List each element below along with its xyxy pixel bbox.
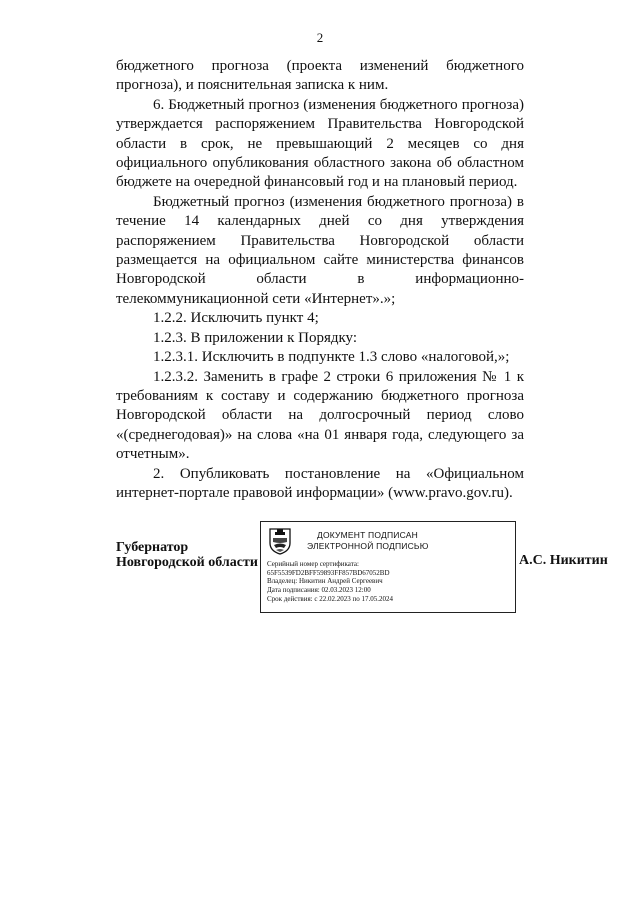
page-number: 2 — [316, 30, 324, 45]
signatory-position — [116, 540, 258, 570]
stamp-title-line-1: ДОКУМЕНТ ПОДПИСАН — [317, 530, 418, 540]
position-line-1: Губернатор — [116, 540, 189, 555]
paragraph-continuation: бюджетного прогноза (проекта изменений бюджетного прогноза), и пояснительная записка к ним. — [116, 58, 524, 94]
certificate-owner: Владелец: Никитин Андрей Сергеевич — [267, 577, 383, 586]
paragraph-1-2-3: 1.2.3. В приложении к Порядку: — [153, 329, 358, 346]
paragraph-forecast-publication: Бюджетный прогноз (изменения бюджетного прогноза) в течение 14 календарных дней со дня утверждения распоряжением Правительства Новгородской области размещается на официальном сайте министерства финансов Новгородской области в информационно-телекоммуникационной сети «Интернет».»; — [116, 193, 524, 307]
paragraph-1-2-3-2: 1.2.3.2. Заменить в графе 2 строки 6 приложения № 1 к требованиям к составу и содержанию бюджетного прогноза Новгородской области на долгосрочный период слово «(среднегодовая)» на слова «на 01 января года, следующего за отчетным». — [116, 368, 524, 463]
position-line-2: Новгородской области — [116, 555, 258, 570]
stamp-details — [267, 560, 393, 604]
signing-date: Дата подписания: 02.03.2023 12:00 — [267, 586, 371, 595]
certificate-serial: 65F5539FD2BFF59893FF857BD67052BD — [267, 568, 390, 577]
signatory-name: А.С. Никитин — [519, 553, 608, 568]
paragraph-item-6: 6. Бюджетный прогноз (изменения бюджетного прогноза) утверждается распоряжением Правительства Новгородской области в срок, не превышающий 2 месяцев со дня официального опубликования областного закона об областном бюджете на очередной финансовый год и на плановый период. — [116, 96, 524, 191]
stamp-title-line-2: ЭЛЕКТРОННОЙ ПОДПИСЬЮ — [307, 541, 429, 551]
certificate-validity: Срок действия: с 22.02.2023 по 17.05.2024 — [267, 594, 393, 603]
paragraph-2-publish: 2. Опубликовать постановление на «Официальном интернет-портале правовой информации» (www.pravo.gov.ru). — [116, 465, 524, 501]
paragraph-1-2-2: 1.2.2. Исключить пункт 4; — [153, 310, 319, 327]
stamp-title — [307, 530, 429, 552]
coat-of-arms-icon — [267, 527, 293, 555]
certificate-serial-label: Серийный номер сертификата: — [267, 560, 359, 568]
document-body — [116, 57, 524, 503]
electronic-signature-stamp — [260, 521, 516, 613]
paragraph-1-2-3-1: 1.2.3.1. Исключить в подпункте 1.3 слово «налоговой,»; — [153, 349, 510, 366]
